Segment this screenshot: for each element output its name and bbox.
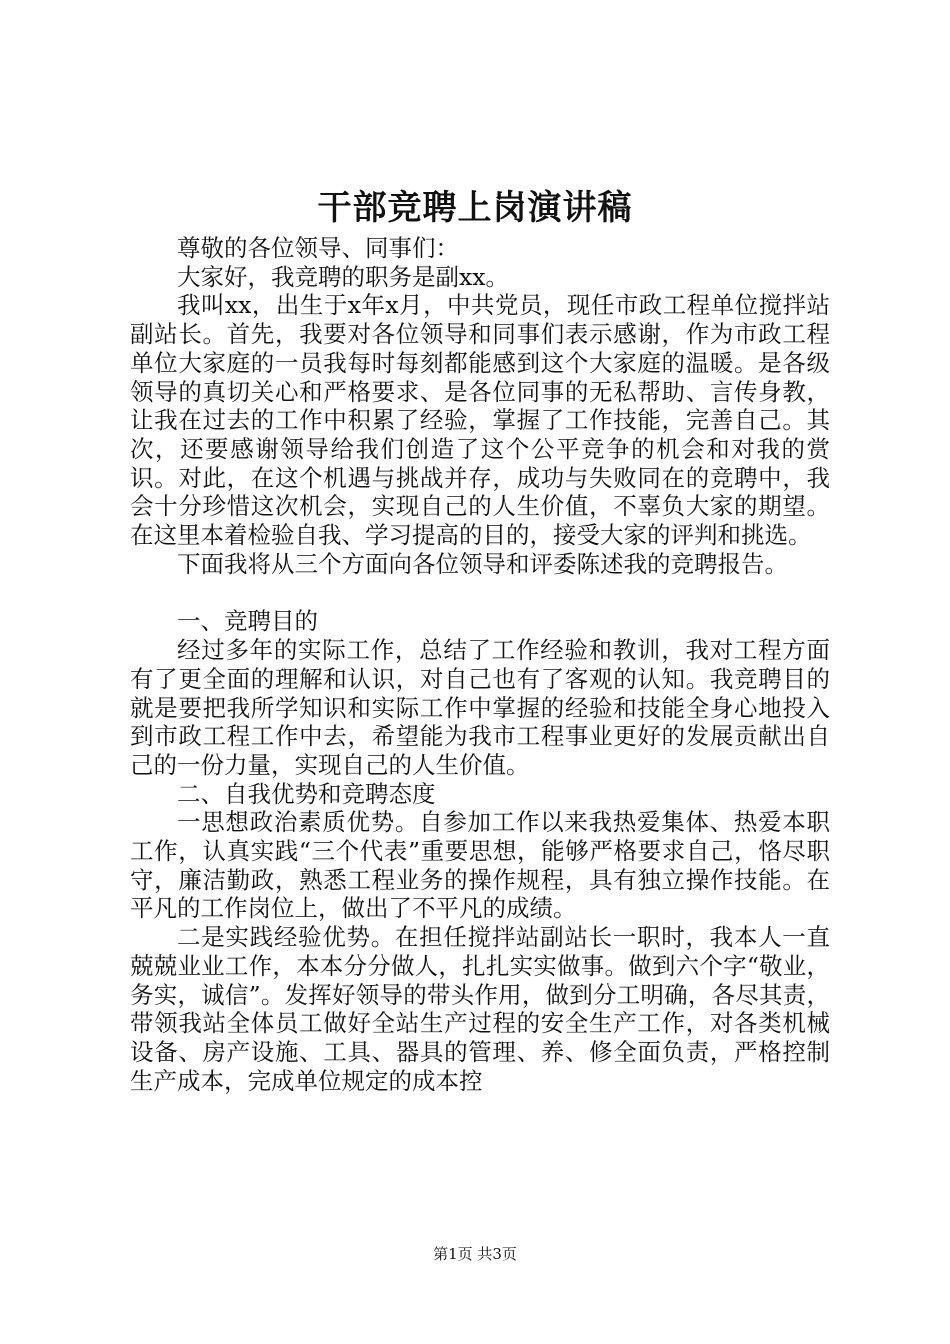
document-title: 干部竞聘上岗演讲稿 [317, 188, 633, 228]
section-heading-purpose: 一、竞聘目的 [177, 607, 318, 636]
greeting-paragraph: 大家好，我竞聘的职务是副xx。 [177, 262, 510, 291]
political-advantage-paragraph: 一思想政治素质优势。自参加工作以来我热爱集体、热爱本职工作，认真实践“三个代表”重要思想，能够严格要求自己，恪尽职守，廉洁勤政，熟悉工程业务的操作规程，具有独立操作技能。在平凡的工作岗位上，做出了不平凡的成绩。 [130, 808, 830, 923]
introduction-paragraph: 我叫xx，出生于x年x月，中共党员，现任市政工程单位搅拌站副站长。首先，我要对各位领导和同事们表示感谢，作为市政工程单位大家庭的一员我每时每刻都能感到这个大家庭的温暖。是各级领导的真切关心和严格要求、是各位同事的无私帮助、言传身教，让我在过去的工作中积累了经验，掌握了工作技能，完善自己。其次，还要感谢领导给我们创造了这个公平竞争的机会和对我的赏识。对此，在这个机遇与挑战并存，成功与失败同在的竞聘中，我会十分珍惜这次机会，实现自己的人生价值，不辜负大家的期望。在这里本着检验自我、学习提高的目的，接受大家的评判和挑选。 [130, 291, 830, 550]
experience-advantage-paragraph: 二是实践经验优势。在担任搅拌站副站长一职时，我本人一直兢兢业业工作，本本分分做人，扎扎实实做事。做到六个字“敬业，务实，诚信”。发挥好领导的带头作用，做到分工明确，各尽其责，带领我站全体员工做好全站生产过程的安全生产工作，对各类机械设备、房产设施、工具、器具的管理、养、修全面负责，严格控制生产成本，完成单位规定的成本控 [130, 923, 830, 1095]
salutation-paragraph: 尊敬的各位领导、同事们： [177, 234, 459, 262]
section-heading-advantages: 二、自我优势和竞聘态度 [177, 779, 436, 808]
document-body [130, 234, 830, 1095]
page-number-footer: 第1页 共3页 [433, 1245, 517, 1263]
outline-paragraph: 下面我将从三个方面向各位领导和评委陈述我的竞聘报告。 [177, 549, 788, 578]
purpose-paragraph: 经过多年的实际工作，总结了工作经验和教训，我对工程方面有了更全面的理解和认识，对自己也有了客观的认知。我竞聘目的就是要把我所学知识和实际工作中掌握的经验和技能全身心地投入到市政工程工作中去，希望能为我市工程事业更好的发展贡献出自己的一份力量，实现自己的人生价值。 [130, 636, 830, 779]
